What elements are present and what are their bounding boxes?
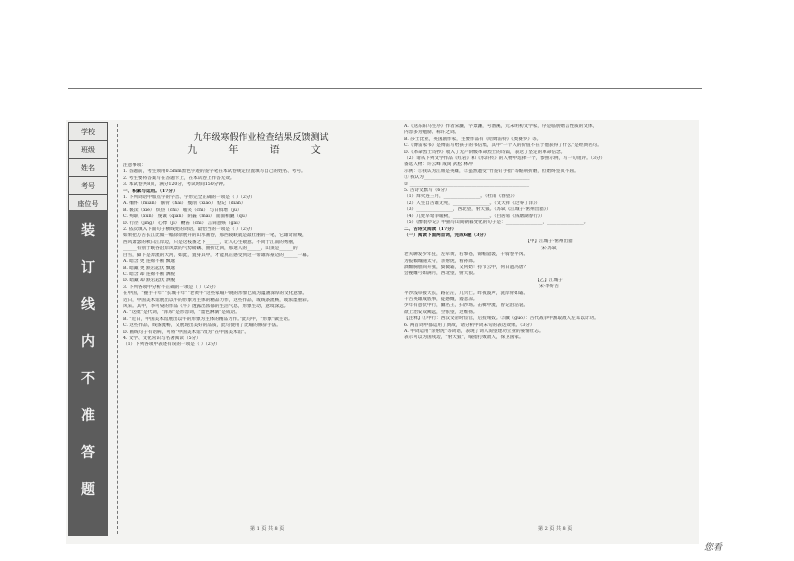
field-class: 班级 [69,141,108,159]
text-line: 会挽雕弓如满月，西北望，射天狼。 [404,271,478,277]
exam-subject: 九 年 语 文 [187,145,335,156]
text-line: 近日，中国美术馆展出以牛的形象为主体的精品力作，这些作品，或线条流畅，或浓墨重彩。 [123,297,312,303]
strip-char: 线 [81,297,95,313]
strip-char: 装 [81,223,95,239]
field-name: 姓名 [69,159,108,177]
text-line: （2）请从下列文学作品《红岩》和《水浒传》的人物中选择一个，参照示例，写一句短评。（3分） [404,156,606,162]
text-line: （2）人生自古谁无死，________________。（文天祥《过零丁洋》） [404,200,541,206]
binding-warning-strip [68,210,108,536]
page-1-lines [123,163,399,349]
text-line: 白雪，脚下是奔流的大河，如此，置身其中，才能真正感受到这一带雄浑豪迈的______一幕。 [123,252,312,258]
page-2 [404,124,694,342]
text-line: 2. 考生要将答案写在答题卡上，在本试卷上作答无效。 [123,175,235,181]
text-line: 1. 下列词语中加点字的字音、字形完全正确的一项是（ ）（2分） [123,195,255,201]
strip-char: 内 [81,334,95,350]
strip-char: 准 [81,408,95,424]
text-line: C. 暗含 却 连绵不断 洒脱 [123,271,175,277]
text-line: 【乙】江城子 [535,277,563,283]
text-line: 内容多为勉励、称许之词。 [404,130,460,136]
text-line: 平沙浅草接天长，路茫茫，几兴亡。昨夜波声，洗岸骨如霜。 [404,290,529,296]
text-line: ② ____________________________________________________ [404,181,530,187]
field-exam-number: 考号 [69,177,108,195]
text-line: C.《傅雷家书》是傅雷写给孩子的书信集，其中“一个人的价值不在于他获得了什么”是经典名句。 [404,143,602,149]
text-line: 老夫聊发少年狂，左牵黄，右擎苍，锦帽貂裘，千骑卷平冈。 [404,252,529,258]
text-line: 3. 本试卷共8页，满分120分，考试时间150分钟。 [123,182,228,188]
text-line: B. 莎士比亚，英国剧作家，主要作品有《哈姆雷特》《奥赛罗》等。 [404,136,542,142]
binding-dashed-line [117,124,118,534]
strip-char: 题 [81,482,95,498]
page-1 [123,124,399,349]
text-line: A. 缅怀（miǎn） 骸骨（hái） 瘦削（xiāo） 惦记（diàn） [123,201,246,207]
text-line: 宋·苏轼 [541,245,557,251]
text-line: （5）《醉翁亭记》中描写山间朝暮变化的句子是：________________，________________。 [404,220,589,226]
text-line: 少年有意伏中行，馘名王，扫沙场。击楫中流，曾记泪沾裳。 [404,303,529,309]
text-line: 表示可以为国戍边，“射天狼”，喻指打败敌人，保卫国家。 [404,335,524,341]
exam-title: 九年级寒假作业检查结果反馈测试 [193,133,329,143]
top-rule [68,88,702,89]
text-line: 酒酣胸胆尚开张，鬓微霜，又何妨！持节云中，何日遣冯唐？ [404,264,529,270]
text-line: （3）________________，西北望，射天狼。（苏轼《江城子·密州出猎》） [404,207,551,213]
text-line: 注意事项： [123,163,146,168]
text-line: D. 画线句子有语病，可将“中国美术馆”改为“在中国美术馆”。 [123,329,250,335]
text-line: D. 暗藏 却 跌宕起伏 洒脱 [123,278,176,284]
text-line: 千古英雄成底事，徒感慨，谩悲凉。 [404,296,478,302]
text-line: 宋·李好古 [539,284,559,290]
text-line: B. “近日，中国美术馆展出以牛的形象为主体的精品力作。”此句中，“形象”做主语。 [123,316,293,322]
text-line: 欲上治安双阙远，空怅望，过维扬。 [404,309,478,315]
text-line: （4）几处早莺争暖树，________________。（白居易《钱塘湖春行》） [404,213,545,219]
text-line: 如果把万古长江比做一幅徐徐展开的山水画卷，那西陵峡就是最壮丽的一笔，它雄奇险峻， [123,233,307,239]
handwritten-note: 您看 [704,543,723,553]
text-line: C. 这些作品，线条流畅，又展现出美好的品质，此句使用了比喻的修辞手法。 [123,323,281,329]
page-1-footer: 第 1 页 共 8 页 [250,526,285,532]
page-2-footer: 第 2 页 共 8 页 [538,526,573,532]
text-line: 【甲】江城子·密州出猎 [525,239,573,245]
text-line: D. 行径（jìng） 心悸（jì） 鞭笞（chī） 言简意赅（gāi） [123,220,243,226]
text-line: 3. 下列各项中分析不正确的一项是（ ）（2分） [123,284,219,290]
student-info-table [68,122,108,213]
text-line: 风采。其中，李可染的作品《牛》透露出浓郁的生活气息，形象生动，意境深远。 [123,303,289,309]
strip-char: 订 [81,260,95,276]
text-line: 一、积累与运用。（17分） [123,188,178,194]
text-line: 4. 文学、文化常识与名著阅读（5分） [123,335,201,341]
strip-char: 答 [81,445,95,461]
field-school: 学校 [69,123,108,141]
text-line: D.《革命烈士诗抄》收入了无产阶级革命烈士的诗篇，表达了坚定的革命信念。 [404,149,566,155]
text-line: 2. 依次填入下面句子横线处的词语，最恰当的一项是（ ）（2分） [123,227,255,233]
binding-margin [68,122,110,537]
text-line: A. “这批”是代词，“浑厚”是形容词，“墨色淋漓”是成语。 [123,310,240,316]
text-line: C. 殉职（xùn） 虔诚（qián） 阴霾（mái） 面面相觑（qù） [123,214,250,220]
text-line: 在中国，“握手千年”“长城千年”“老黄牛”这些家喻户晓的形象已成为蕴涵深厚的文化意象。 [123,291,308,297]
page-2-lines [404,124,694,342]
text-line: 6. 两首词中都运用了典故，请分析甲词末句的表达效果。（3分） [404,322,535,328]
text-line: 西风萧瑟的秋日江岸边，只是这枝番之下______，让人心生敬意。不同于江南的秀丽， [123,239,298,245]
text-line: 5. 古诗文默写（6分） [404,188,450,194]
field-seat-number: 座位号 [69,195,108,213]
text-line: 【注释】①中行：西汉文帝时宦官，后投匈奴。②馘（guó）：古代战争中割取敌人左耳以计功。 [404,316,599,322]
text-line: ① 我认为______________________________________________ [404,175,530,181]
text-line: 备选人物：许云峰 成岗 武松 林冲 [404,162,473,168]
text-line: B. 暗藏 更 跌宕起伏 飘逸 [123,265,176,271]
text-line: 为报倾城随太守，亲射虎，看孙郎。 [404,258,478,264]
text-line: A. 甲词运用“亲射虎”等词语，表现了词人渴望建功立业的豪情壮志。 [404,329,544,334]
text-line: （一）阅读下面两首词，完成6题（3分） [404,232,489,238]
text-line: ______有别于峡谷沿岸风景的气势磅礴、曲折迂回，那迷人的______，山顶是______的 [123,246,298,252]
text-line: A.《送东阳马生序》作者宋濂，字景濂，号潜溪，元末明初文学家，序是临别赠言性质的文体， [404,124,598,129]
text-line: B. 亵渎（xiè） 炽热（chì） 嗤笑（chī） 与日俱增（jù） [123,207,242,213]
text-line: 示例：①我认为江姐是英雄，②虽然遭受“竹签钉手指”等酷刑折磨，但始终坚贞不屈。 [404,168,579,174]
text-line: A. 暗含 更 连绵不断 飘逸 [123,259,175,265]
text-line: 二、古诗文阅读（17分） [404,226,457,232]
text-line: （1）烽火连三月，________________。（杜甫《春望》） [404,194,518,200]
text-line: （1）下列各项中表述有误的一项是（ ）（2分） [123,342,220,348]
strip-char: 不 [81,371,95,387]
text-line: 1. 答题前，考生须用0.5mm黑色字迹的签字笔在本试卷规定位置填写自己的姓名、考号。 [123,169,306,175]
